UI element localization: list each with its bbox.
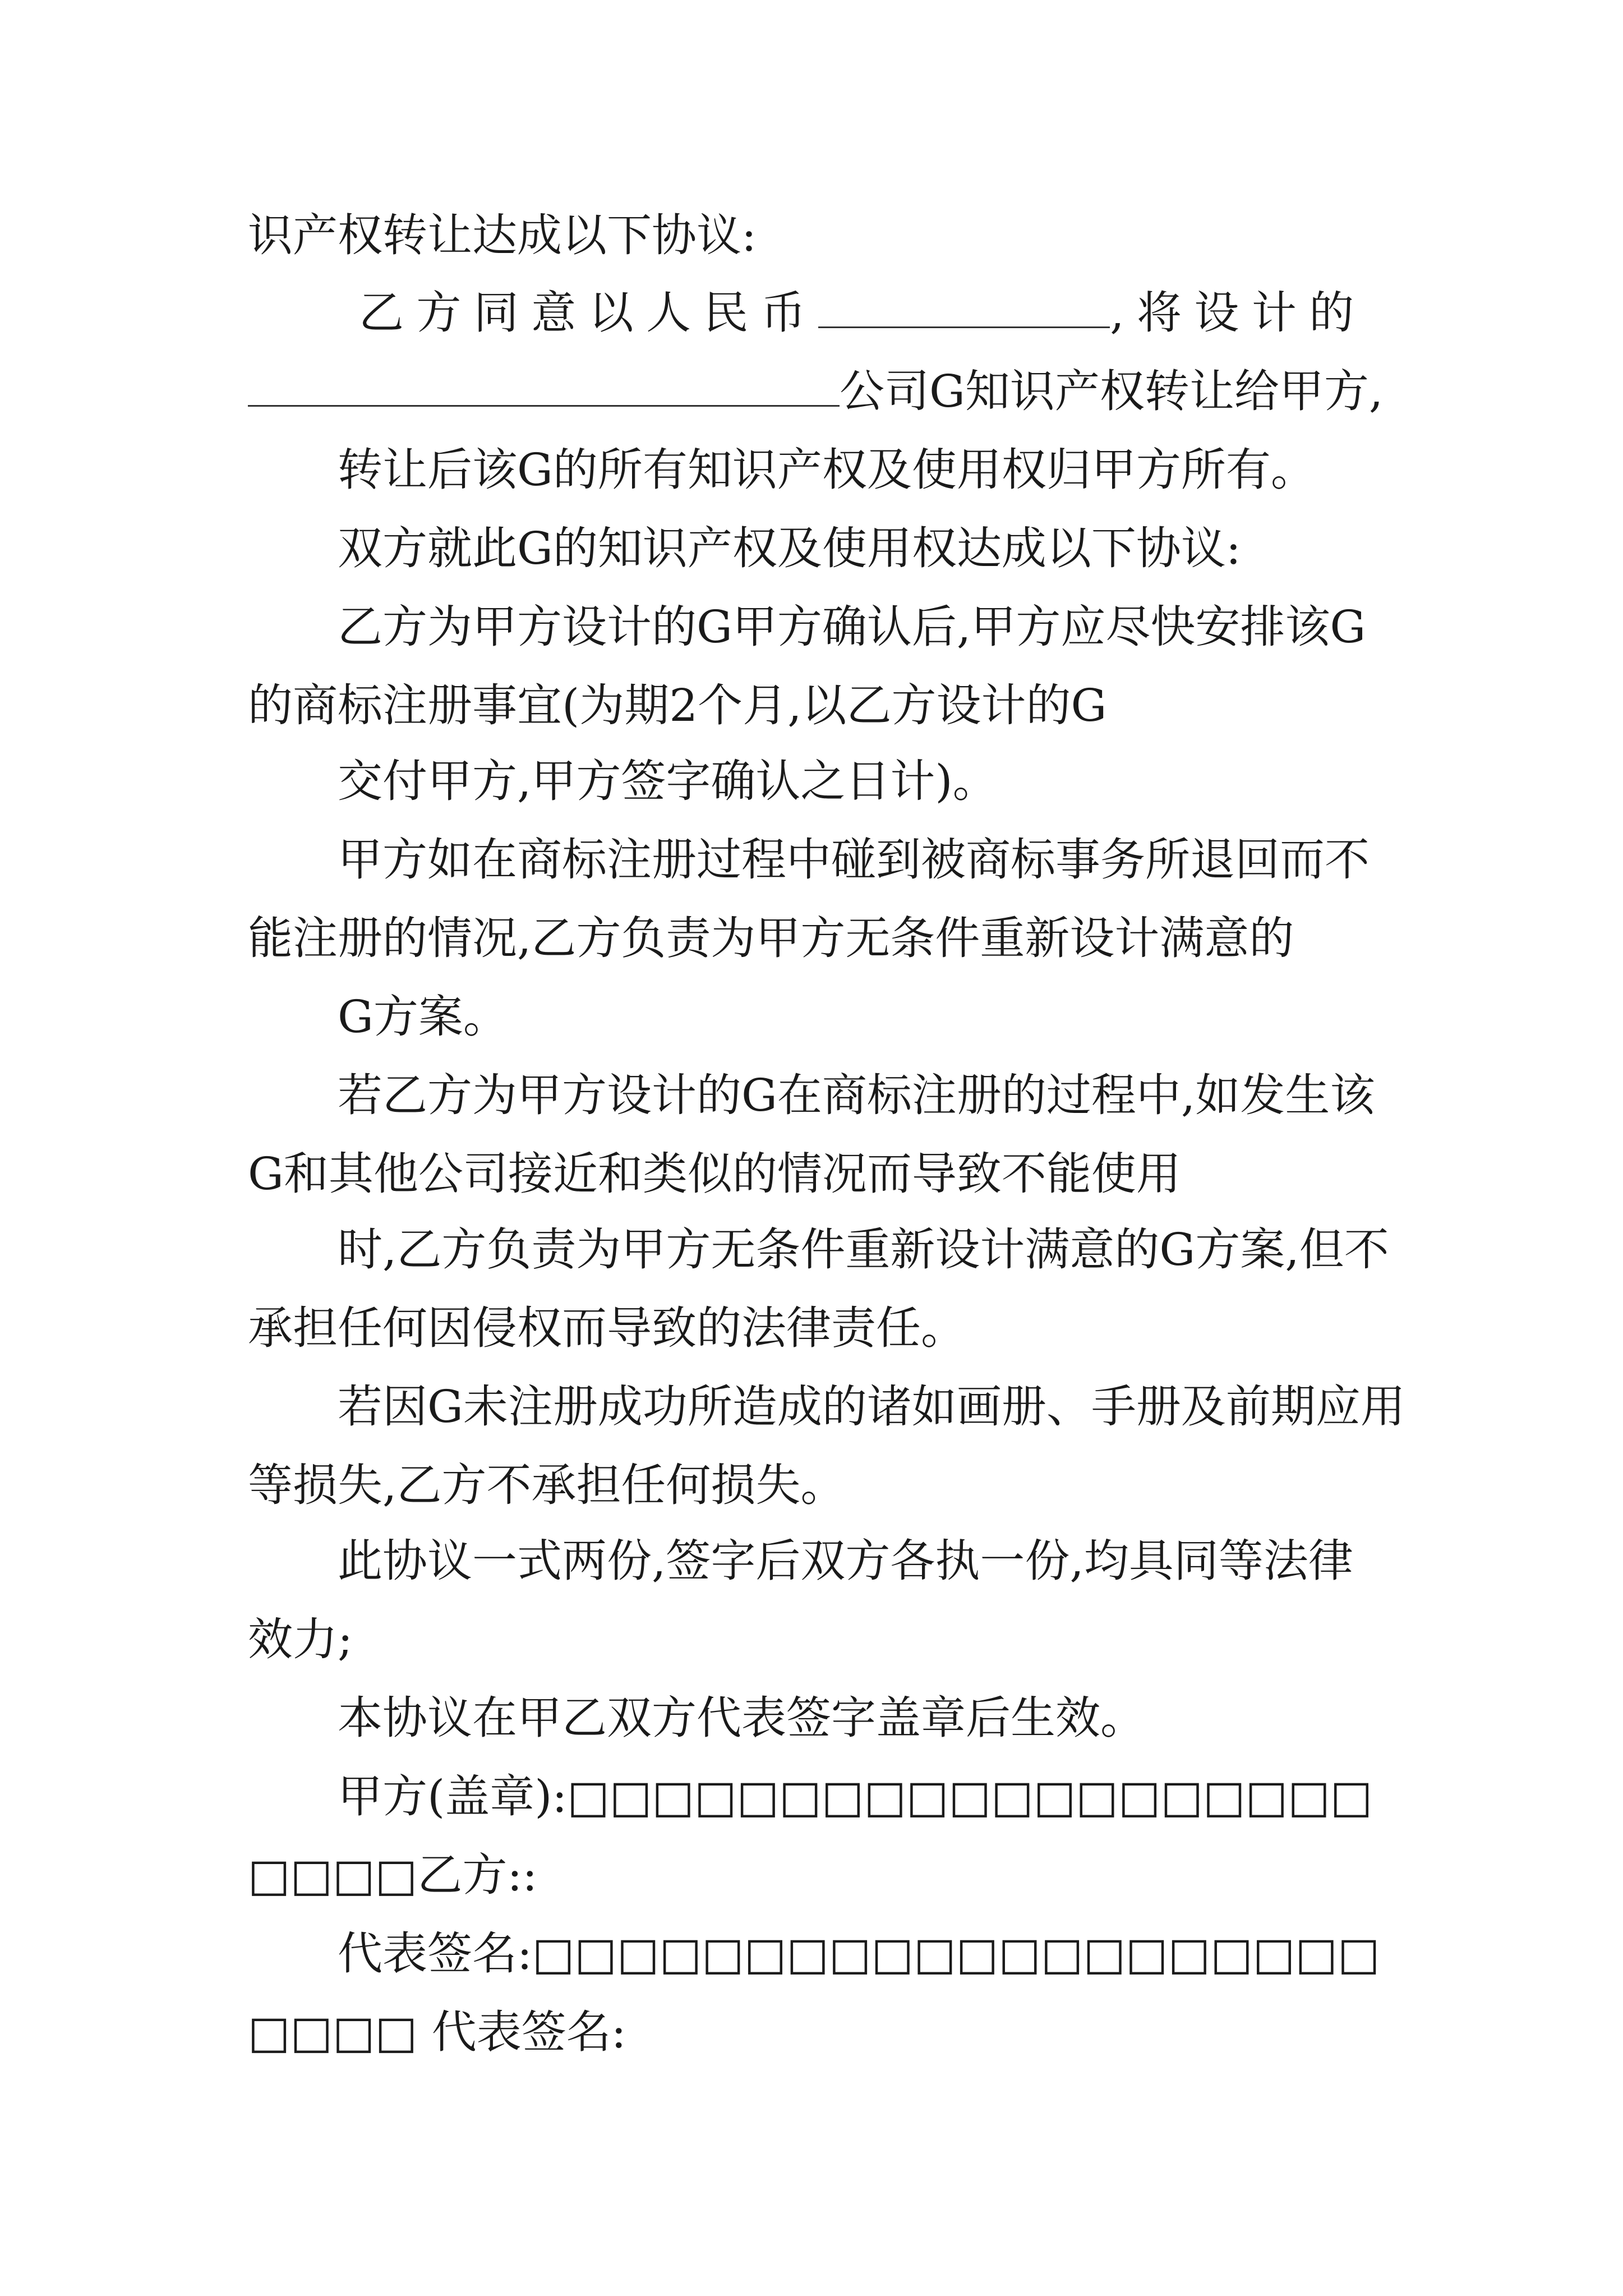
paragraph-line: 能注册的情况,乙方负责为甲方无条件重新设计满意的 [248, 912, 1294, 964]
paragraph-line [248, 365, 1383, 418]
paragraph-line: 效力; [248, 1613, 353, 1665]
paragraph-line: G方案。 [338, 991, 508, 1043]
paragraph-line: 的商标注册事宜(为期2个月,以乙方设计的G [248, 679, 1107, 731]
paragraph-line: 乙方为甲方设计的G甲方确认后,甲方应尽快安排该G [338, 601, 1366, 653]
text-segment: ,将设计的 [1110, 287, 1367, 339]
representative-signature-line: 代表签名:□□□□□□□□□□□□□□□□□□□□ [338, 1927, 1380, 1980]
paragraph-line: 若乙方为甲方设计的G在商标注册的过程中,如发生该 [338, 1069, 1375, 1121]
text-segment: 乙方同意以人民币 [359, 287, 819, 339]
paragraph-line: G和其他公司接近和类似的情况而导致不能使用 [248, 1148, 1181, 1200]
text-segment: 公司G知识产权转让给甲方, [840, 365, 1384, 417]
paragraph-line: 此协议一式两份,签字后双方各执一份,均具同等法律 [338, 1535, 1353, 1587]
blank-amount-field [818, 287, 1110, 328]
paragraph-line: 转让后该G的所有知识产权及使用权归甲方所有。 [338, 444, 1316, 496]
paragraph-line: 承担任何因侵权而导致的法律责任。 [248, 1302, 966, 1354]
paragraph-line: 本协议在甲乙双方代表签字盖章后生效。 [338, 1692, 1145, 1744]
paragraph-line: 时,乙方负责为甲方无条件重新设计满意的G方案,但不 [338, 1223, 1389, 1276]
signature-line-party-a: 甲方(盖章):□□□□□□□□□□□□□□□□□□□ [338, 1770, 1373, 1823]
signature-line-party-b: □□□□乙方:: [248, 1849, 538, 1901]
representative-signature-line-b: □□□□ 代表签名: [248, 2006, 626, 2058]
paragraph-line [359, 286, 1367, 340]
paragraph-line: 等损失,乙方不承担任何损失。 [248, 1459, 846, 1511]
blank-company-field [248, 366, 840, 407]
paragraph-line: 甲方如在商标注册过程中碰到被商标事务所退回而不 [338, 834, 1370, 886]
paragraph-line: 若因G未注册成功所造成的诸如画册、手册及前期应用 [338, 1381, 1405, 1433]
paragraph-line: 双方就此G的知识产权及使用权达成以下协议: [338, 522, 1241, 574]
paragraph-line: 交付甲方,甲方签字确认之日计)。 [338, 755, 998, 807]
paragraph-line: 识产权转让达成以下协议: [248, 209, 757, 261]
